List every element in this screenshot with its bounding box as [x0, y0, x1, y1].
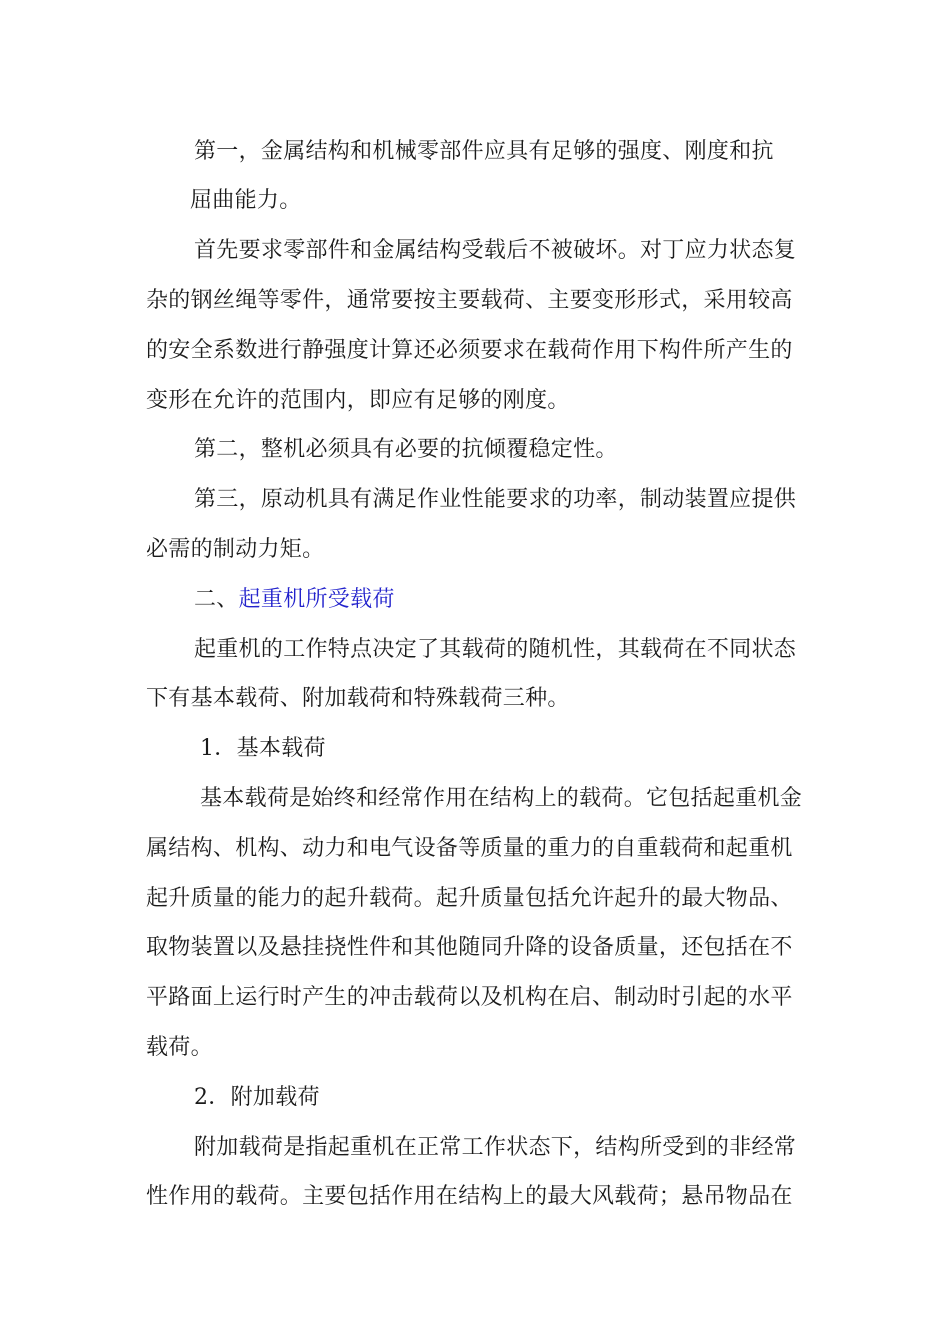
- paragraph-line: 属结构、机构、动力和电气设备等质量的重力的自重载荷和起重机: [146, 836, 793, 861]
- paragraph-line: 载荷。: [146, 1035, 213, 1060]
- paragraph-line: 屈曲能力。: [190, 188, 302, 213]
- paragraph-line: 第三，原动机具有满足作业性能要求的功率，制动装置应提供: [194, 487, 797, 512]
- paragraph-line: 第二，整机必须具有必要的抗倾覆稳定性。: [194, 437, 618, 462]
- section-heading: [194, 585, 395, 615]
- section-heading-prefix: 二、: [194, 587, 239, 612]
- subheading: 2．附加载荷: [194, 1085, 320, 1110]
- paragraph-line: 必需的制动力矩。: [146, 537, 325, 562]
- paragraph-line: 变形在允许的范围内，即应有足够的刚度。: [146, 388, 570, 413]
- paragraph-line: 取物装置以及悬挂挠性件和其他随同升降的设备质量，还包括在不: [146, 935, 793, 960]
- paragraph-line: 平路面上运行时产生的冲击载荷以及机构在启、制动时引起的水平: [146, 985, 793, 1010]
- paragraph-line: 起重机的工作特点决定了其载荷的随机性，其载荷在不同状态: [194, 637, 797, 662]
- paragraph-line: 基本载荷是始终和经常作用在结构上的载荷。它包括起重机金: [200, 786, 803, 811]
- paragraph-line: 性作用的载荷。主要包括作用在结构上的最大风载荷；悬吊物品在: [146, 1184, 793, 1209]
- paragraph-line: 起升质量的能力的起升载荷。起升质量包括允许起升的最大物品、: [146, 886, 793, 911]
- paragraph-line: 下有基本载荷、附加载荷和特殊载荷三种。: [146, 686, 570, 711]
- paragraph-line: 首先要求零部件和金属结构受载后不被破坏。对丁应力状态复: [194, 238, 797, 263]
- subheading: 1．基本载荷: [200, 736, 326, 761]
- paragraph-line: 杂的钢丝绳等零件，通常要按主要载荷、主要变形形式，采用较高: [146, 288, 793, 313]
- paragraph-line: 的安全系数进行静强度计算还必须要求在载荷作用下构件所产生的: [146, 338, 793, 363]
- paragraph-line: 第一，金属结构和机械零部件应具有足够的强度、刚度和抗: [194, 139, 774, 164]
- section-heading-link[interactable]: 起重机所受载荷: [238, 587, 395, 612]
- paragraph-line: 附加载荷是指起重机在正常工作状态下，结构所受到的非经常: [194, 1135, 797, 1160]
